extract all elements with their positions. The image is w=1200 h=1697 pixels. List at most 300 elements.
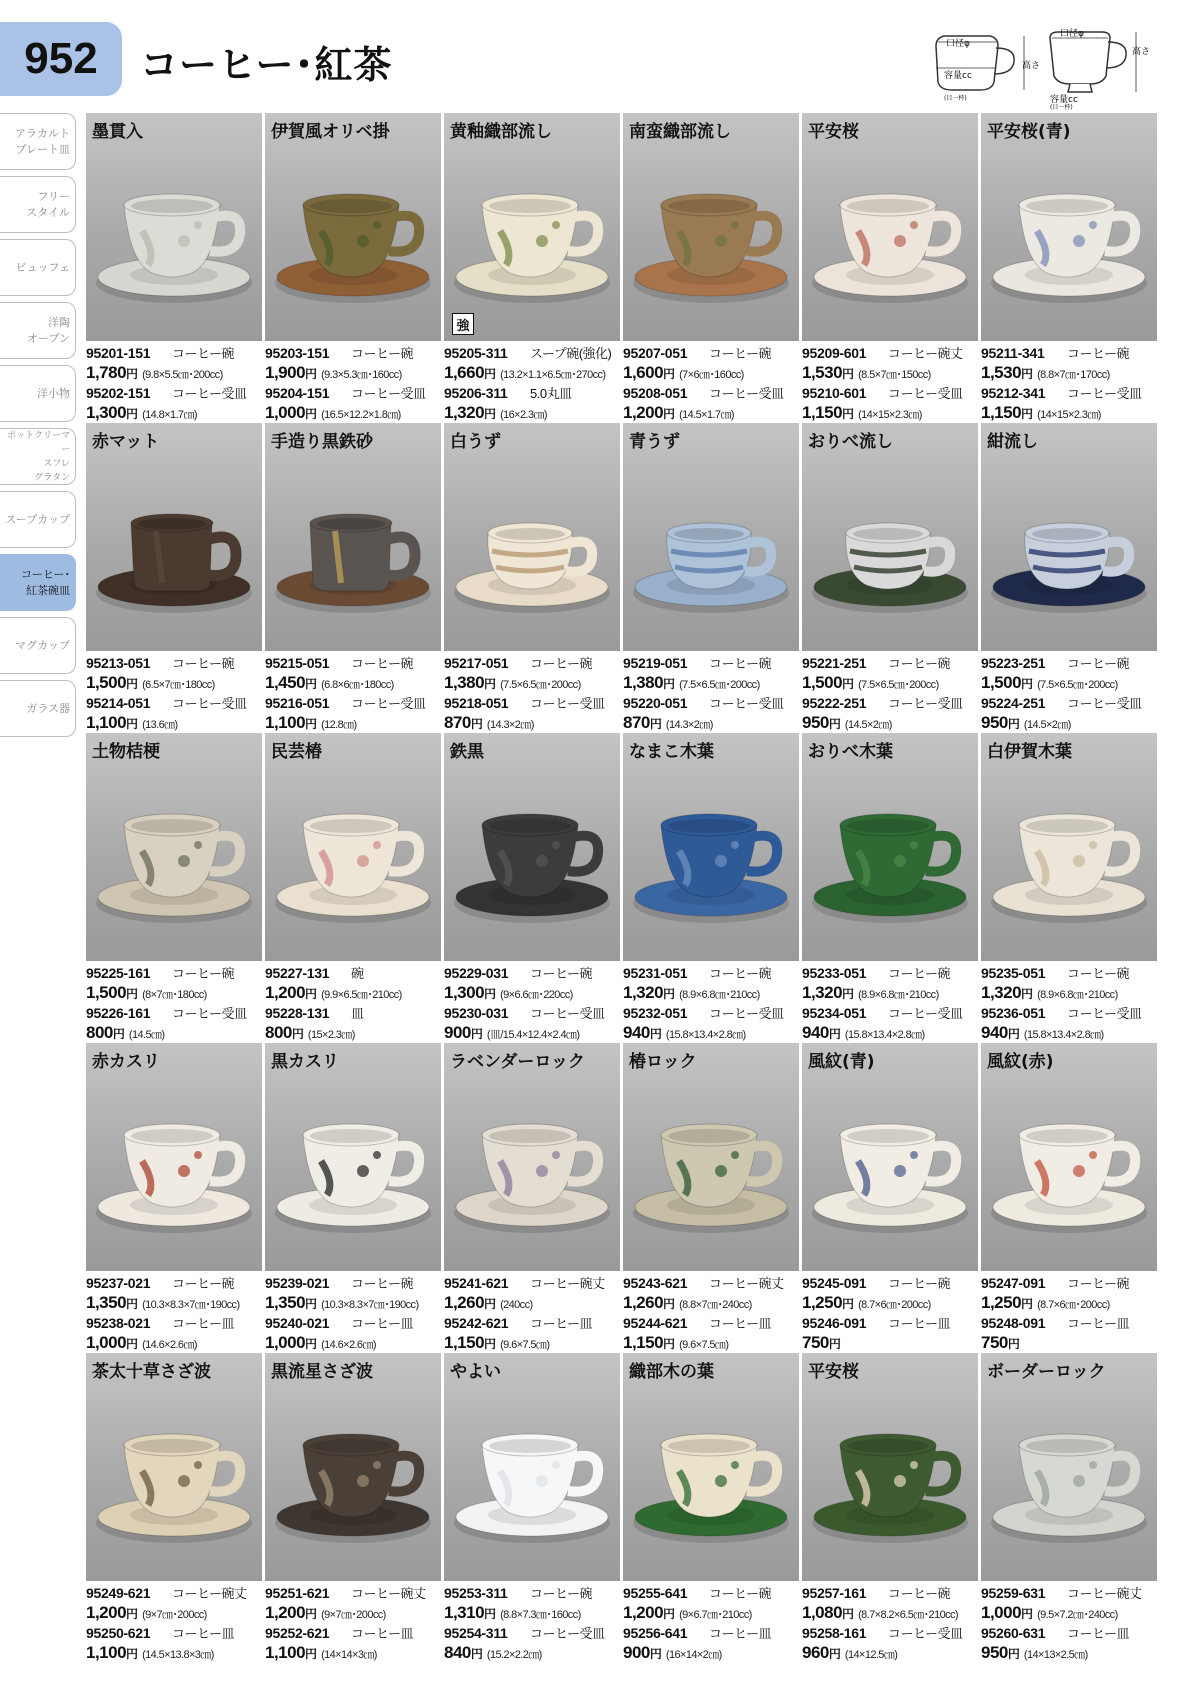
product-info (444, 343, 620, 423)
nav-tab[interactable]: 洋小物 (0, 365, 76, 422)
yen-unit: 円 (126, 1607, 139, 1621)
product-info (86, 343, 262, 423)
product-photo (802, 733, 978, 961)
product-size: (8.8×7㎝･170cc) (1037, 369, 1110, 381)
product-price: 940 (802, 1023, 829, 1042)
product-size: (15.2×2.2㎝) (486, 1649, 542, 1661)
product-size: (14.5×2㎝) (844, 719, 892, 731)
product-card (802, 733, 978, 1043)
product-price: 940 (623, 1023, 650, 1042)
product-size: (8×7㎝･180cc) (142, 989, 207, 1001)
yen-unit: 円 (126, 1647, 139, 1661)
product-card (86, 733, 262, 1043)
product-code: 95238-021 (86, 1315, 151, 1331)
product-name: 椿ロック (629, 1052, 697, 1072)
product-size: (7.5×6.5㎝･200cc) (500, 679, 581, 691)
yen-unit: 円 (484, 407, 497, 421)
product-desc: コーヒー受皿 (709, 386, 784, 401)
product-price: 1,310 (444, 1603, 485, 1622)
product-price: 940 (981, 1023, 1008, 1042)
product-desc: コーヒー碗丈 (172, 1586, 247, 1601)
product-row (86, 1043, 1155, 1353)
nav-tab[interactable]: ビュッフェ (0, 239, 76, 296)
product-size: (8.9×6.8㎝･210cc) (858, 989, 939, 1001)
product-code: 95258-161 (802, 1625, 867, 1641)
product-info (802, 653, 978, 733)
product-size: (14.3×2㎝) (486, 719, 534, 731)
product-size: (9.6×7.5㎝) (500, 1339, 550, 1351)
product-price: 960 (802, 1643, 829, 1662)
yen-unit: 円 (663, 407, 676, 421)
product-desc: コーヒー碗 (709, 966, 771, 981)
product-desc: コーヒー受皿 (888, 386, 963, 401)
product-card (444, 423, 620, 733)
product-price: 1,500 (802, 673, 843, 692)
product-photo (981, 423, 1157, 651)
yen-unit: 円 (828, 1337, 841, 1351)
nav-tab[interactable]: ポットクリーマー スフレ グラタン (0, 428, 76, 485)
product-photo (86, 113, 262, 341)
product-desc: コーヒー碗 (172, 656, 234, 671)
product-photo (444, 1353, 620, 1581)
product-desc: コーヒー碗 (172, 966, 234, 981)
product-card (86, 1043, 262, 1353)
product-size: (6.5×7㎝･180cc) (142, 679, 215, 691)
nav-tab[interactable]: マグカップ (0, 617, 76, 674)
product-size: (14×12.5㎝) (844, 1649, 898, 1661)
product-desc: コーヒー受皿 (172, 386, 247, 401)
product-photo (86, 1353, 262, 1581)
product-size: (8.7×6㎝･200cc) (1037, 1299, 1110, 1311)
product-price: 1,200 (623, 1603, 664, 1622)
product-name: ボーダーロック (987, 1362, 1106, 1382)
product-price: 1,150 (444, 1333, 485, 1352)
product-name: 平安桜(青) (987, 122, 1071, 142)
product-price: 1,380 (623, 673, 664, 692)
product-info (802, 343, 978, 423)
yen-unit: 円 (1021, 987, 1034, 1001)
product-photo (265, 113, 441, 341)
yen-unit: 円 (484, 987, 497, 1001)
product-desc: コーヒー碗 (888, 1276, 950, 1291)
product-code: 95255-641 (623, 1585, 688, 1601)
product-name: 青うず (629, 432, 680, 452)
product-code: 95237-021 (86, 1275, 151, 1291)
product-photo (981, 1043, 1157, 1271)
product-code: 95224-251 (981, 695, 1046, 711)
product-info (86, 963, 262, 1043)
product-price: 1,380 (444, 673, 485, 692)
product-size: (14.3×2㎝) (665, 719, 713, 731)
page-number: 952 (0, 22, 122, 96)
product-code: 95229-031 (444, 965, 509, 981)
product-desc: コーヒー碗 (530, 966, 592, 981)
product-desc: コーヒー碗 (888, 1586, 950, 1601)
product-desc: コーヒー受皿 (530, 1006, 605, 1021)
product-size: (9×7㎝･200cc) (321, 1609, 386, 1621)
product-size: (皿/15.4×12.4×2.4㎝) (486, 1029, 580, 1041)
product-size: (14.6×2.6㎝) (142, 1339, 197, 1351)
product-info (981, 1583, 1157, 1663)
product-name: 風紋(青) (808, 1052, 875, 1072)
product-info (265, 343, 441, 423)
product-card (86, 423, 262, 733)
product-code: 95241-621 (444, 1275, 509, 1291)
yen-unit: 円 (663, 677, 676, 691)
yen-unit: 円 (1021, 1297, 1034, 1311)
yen-unit: 円 (1007, 1337, 1020, 1351)
cup-measurement-diagram (930, 24, 1040, 110)
product-photo (802, 113, 978, 341)
yen-unit: 円 (126, 677, 139, 691)
product-name: 南蛮織部流し (629, 122, 731, 142)
product-price: 1,260 (623, 1293, 664, 1312)
product-desc: コーヒー碗 (709, 346, 771, 361)
nav-tab[interactable]: フリー スタイル (0, 176, 76, 233)
product-name: 伊賀風オリベ掛 (271, 122, 390, 142)
product-photo (623, 113, 799, 341)
product-code: 95231-051 (623, 965, 688, 981)
product-desc: スープ碗(強化) (530, 346, 612, 361)
product-name: 墨貫入 (92, 122, 143, 142)
product-price: 1,320 (444, 403, 485, 422)
product-desc: コーヒー碗丈 (1067, 1586, 1142, 1601)
product-photo (444, 113, 620, 341)
product-code: 95209-601 (802, 345, 867, 361)
product-price: 1,150 (623, 1333, 664, 1352)
product-code: 95222-251 (802, 695, 867, 711)
product-name: 平安桜 (808, 1362, 859, 1382)
product-desc: コーヒー碗 (530, 656, 592, 671)
product-desc: 5.0丸皿 (530, 386, 572, 401)
product-size: (8.8×7.3㎝･160cc) (500, 1609, 581, 1621)
product-info (981, 1273, 1157, 1353)
product-card (981, 733, 1157, 1043)
product-code: 95212-341 (981, 385, 1046, 401)
product-size: (8.5×7㎝･150cc) (858, 369, 931, 381)
product-name: 白伊賀木葉 (987, 742, 1072, 762)
product-code: 95217-051 (444, 655, 509, 671)
product-size: (14.8×1.7㎝) (142, 409, 197, 421)
product-desc: コーヒー受皿 (530, 696, 605, 711)
product-photo (86, 423, 262, 651)
product-size: (10.3×8.3×7㎝･190cc) (142, 1299, 240, 1311)
yen-unit: 円 (1021, 367, 1034, 381)
product-code: 95204-151 (265, 385, 330, 401)
product-photo (802, 423, 978, 651)
product-code: 95246-091 (802, 1315, 867, 1331)
product-name: なまこ木葉 (629, 742, 714, 762)
product-photo (265, 423, 441, 651)
product-price: 1,530 (802, 363, 843, 382)
product-name: 黄釉織部流し (450, 122, 552, 142)
product-card (444, 1353, 620, 1663)
product-info (623, 1583, 799, 1663)
product-photo (444, 1043, 620, 1271)
product-size: (6.8×6㎝･180cc) (321, 679, 394, 691)
product-price: 1,600 (623, 363, 664, 382)
yen-unit: 円 (1021, 1607, 1034, 1621)
yen-unit: 円 (305, 367, 318, 381)
product-code: 95236-051 (981, 1005, 1046, 1021)
product-name: 織部木の葉 (629, 1362, 714, 1382)
product-price: 950 (981, 713, 1008, 732)
yen-unit: 円 (470, 1647, 483, 1661)
product-price: 1,500 (86, 983, 127, 1002)
product-size: (8.7×6㎝･200cc) (858, 1299, 931, 1311)
product-size: (9.5×7.2㎝･240cc) (1037, 1609, 1118, 1621)
product-price: 1,900 (265, 363, 306, 382)
product-price: 1,500 (86, 673, 127, 692)
product-card (444, 1043, 620, 1353)
yen-unit: 円 (842, 367, 855, 381)
product-desc: コーヒー碗 (351, 656, 413, 671)
product-price: 1,200 (86, 1603, 127, 1622)
volume-label-left: 容量cc (944, 71, 972, 81)
product-card (802, 1353, 978, 1663)
product-name: 紺流し (987, 432, 1038, 452)
product-price: 1,200 (265, 1603, 306, 1622)
product-desc: コーヒー皿 (172, 1316, 234, 1331)
product-price: 1,080 (802, 1603, 843, 1622)
nav-tab[interactable]: 洋陶 オーブン (0, 302, 76, 359)
yen-unit: 円 (842, 1607, 855, 1621)
product-card (981, 1353, 1157, 1663)
product-desc: コーヒー碗 (1067, 1276, 1129, 1291)
product-size: (9.8×5.5㎝･200cc) (142, 369, 223, 381)
product-info (623, 963, 799, 1043)
product-size: (15×2.3㎝) (307, 1029, 355, 1041)
product-desc: コーヒー碗 (888, 966, 950, 981)
product-name: 風紋(赤) (987, 1052, 1054, 1072)
product-info (86, 653, 262, 733)
product-price: 1,000 (265, 1333, 306, 1352)
product-size: (15.8×13.4×2.8㎝) (665, 1029, 746, 1041)
product-photo (86, 1043, 262, 1271)
height-label-left: 高さ (1022, 61, 1040, 71)
mouth-label-left: 口径φ (946, 39, 970, 49)
yen-unit: 円 (842, 407, 855, 421)
product-photo (623, 1043, 799, 1271)
product-info (623, 343, 799, 423)
product-price: 950 (802, 713, 829, 732)
yen-unit: 円 (1007, 1027, 1020, 1041)
product-photo (444, 423, 620, 651)
product-price: 1,260 (444, 1293, 485, 1312)
product-info (265, 1583, 441, 1663)
product-size: (9×7㎝･200cc) (142, 1609, 207, 1621)
product-desc: コーヒー皿 (709, 1316, 771, 1331)
product-code: 95219-051 (623, 655, 688, 671)
product-code: 95257-161 (802, 1585, 867, 1601)
yen-unit: 円 (842, 987, 855, 1001)
product-code: 95226-161 (86, 1005, 151, 1021)
product-size: (7.5×6.5㎝･200cc) (679, 679, 760, 691)
product-desc: コーヒー碗 (172, 1276, 234, 1291)
product-size: (16×2.3㎝) (500, 409, 547, 421)
product-grid (86, 113, 1155, 1663)
product-info (802, 963, 978, 1043)
product-size: (8.9×6.8㎝･210cc) (1037, 989, 1118, 1001)
product-name: 茶太十草さざ波 (92, 1362, 211, 1382)
category-side-nav (0, 113, 76, 743)
yen-unit: 円 (305, 1337, 318, 1351)
product-name: 手造り黒鉄砂 (271, 432, 373, 452)
product-desc: コーヒー受皿 (351, 386, 426, 401)
product-name: 黒流星さざ波 (271, 1362, 373, 1382)
product-photo (265, 733, 441, 961)
product-code: 95233-051 (802, 965, 867, 981)
product-desc: コーヒー皿 (888, 1316, 950, 1331)
product-code: 95225-161 (86, 965, 151, 981)
product-desc: コーヒー碗 (888, 656, 950, 671)
nav-tab[interactable]: コーヒー･ 紅茶碗皿 (0, 554, 76, 611)
product-code: 95216-051 (265, 695, 330, 711)
product-name: やよい (450, 1362, 501, 1382)
product-card (623, 113, 799, 423)
product-code: 95247-091 (981, 1275, 1046, 1291)
product-price: 1,320 (981, 983, 1022, 1002)
product-code: 95249-621 (86, 1585, 151, 1601)
product-price: 1,100 (265, 1643, 306, 1662)
product-size: (14×14×3㎝) (321, 1649, 377, 1661)
product-desc: コーヒー受皿 (172, 696, 247, 711)
product-desc: コーヒー碗 (530, 1586, 592, 1601)
product-code: 95221-251 (802, 655, 867, 671)
yen-unit: 円 (649, 1027, 662, 1041)
product-desc: コーヒー碗 (1067, 656, 1129, 671)
product-desc: コーヒー皿 (1067, 1626, 1129, 1641)
product-desc: コーヒー碗丈 (888, 346, 963, 361)
yen-unit: 円 (663, 367, 676, 381)
product-code: 95218-051 (444, 695, 509, 711)
nav-tab[interactable]: スープカップ (0, 491, 76, 548)
cup-with-foot-measurement-diagram (1042, 24, 1152, 114)
product-price: 1,250 (981, 1293, 1022, 1312)
product-row (86, 733, 1155, 1043)
product-code: 95201-151 (86, 345, 151, 361)
yen-unit: 円 (1021, 677, 1034, 691)
product-desc: コーヒー受皿 (351, 696, 426, 711)
product-card (623, 1353, 799, 1663)
product-price: 1,300 (86, 403, 127, 422)
mouth-label-right: 口径φ (1060, 29, 1084, 39)
product-name: ラベンダーロック (450, 1052, 585, 1072)
product-code: 95227-131 (265, 965, 330, 981)
product-code: 95244-621 (623, 1315, 688, 1331)
yen-unit: 円 (663, 987, 676, 1001)
product-card (623, 733, 799, 1043)
product-desc: コーヒー碗 (709, 1586, 771, 1601)
product-photo (265, 1353, 441, 1581)
yen-unit: 円 (828, 717, 841, 731)
product-price: 1,000 (265, 403, 306, 422)
product-price: 1,000 (981, 1603, 1022, 1622)
product-info (86, 1273, 262, 1353)
product-code: 95206-311 (444, 385, 508, 401)
product-row (86, 1353, 1155, 1663)
yen-unit: 円 (649, 1647, 662, 1661)
yen-unit: 円 (126, 407, 139, 421)
product-desc: コーヒー受皿 (709, 1006, 784, 1021)
product-desc: コーヒー碗 (1067, 966, 1129, 981)
product-info (802, 1583, 978, 1663)
volume-note-left: (目一杯) (944, 95, 967, 102)
product-name: 平安桜 (808, 122, 859, 142)
product-photo (444, 733, 620, 961)
product-desc: コーヒー受皿 (1067, 386, 1142, 401)
product-size: (15.8×13.4×2.8㎝) (844, 1029, 925, 1041)
yen-unit: 円 (1007, 1647, 1020, 1661)
product-code: 95220-051 (623, 695, 688, 711)
product-desc: コーヒー皿 (172, 1626, 234, 1641)
yen-unit: 円 (663, 1337, 676, 1351)
product-desc: コーヒー碗丈 (530, 1276, 605, 1291)
product-code: 95228-131 (265, 1005, 330, 1021)
product-code: 95256-641 (623, 1625, 688, 1641)
product-card (623, 1043, 799, 1353)
yen-unit: 円 (828, 1027, 841, 1041)
product-code: 95202-151 (86, 385, 151, 401)
product-card (86, 113, 262, 423)
product-info (265, 653, 441, 733)
product-photo (265, 1043, 441, 1271)
product-photo (802, 1353, 978, 1581)
product-desc: コーヒー皿 (351, 1626, 413, 1641)
yen-unit: 円 (484, 1297, 497, 1311)
product-desc: コーヒー皿 (530, 1316, 592, 1331)
product-info (444, 1583, 620, 1663)
product-name: 白うず (450, 432, 501, 452)
product-name: 黒カスリ (271, 1052, 339, 1072)
product-size: (14.5㎝) (128, 1029, 165, 1041)
nav-tab[interactable]: アラカルト プレート皿 (0, 113, 76, 170)
height-label-right: 高さ (1132, 47, 1151, 57)
product-price: 870 (444, 713, 471, 732)
product-code: 95214-051 (86, 695, 151, 711)
product-name: 土物桔梗 (92, 742, 160, 762)
product-desc: コーヒー碗丈 (351, 1586, 426, 1601)
product-price: 900 (444, 1023, 471, 1042)
product-info (981, 653, 1157, 733)
product-price: 1,350 (86, 1293, 127, 1312)
product-size: (16×14×2㎝) (665, 1649, 722, 1661)
yen-unit: 円 (663, 1607, 676, 1621)
product-card (444, 113, 620, 423)
yen-unit: 円 (828, 1647, 841, 1661)
yen-unit: 円 (663, 1297, 676, 1311)
product-card (802, 113, 978, 423)
product-size: (9.3×5.3㎝･160cc) (321, 369, 402, 381)
product-photo (623, 1353, 799, 1581)
product-desc: 皿 (351, 1006, 364, 1021)
product-size: (9.9×6.5㎝･210cc) (321, 989, 402, 1001)
product-info (265, 1273, 441, 1353)
product-row (86, 423, 1155, 733)
product-card (265, 733, 441, 1043)
yen-unit: 円 (1007, 717, 1020, 731)
yen-unit: 円 (484, 677, 497, 691)
product-info (623, 653, 799, 733)
product-info (444, 963, 620, 1043)
product-desc: コーヒー受皿 (1067, 696, 1142, 711)
product-size: (15.8×13.4×2.8㎝) (1023, 1029, 1104, 1041)
product-card (444, 733, 620, 1043)
product-card (86, 1353, 262, 1663)
nav-tab[interactable]: ガラス器 (0, 680, 76, 737)
yen-unit: 円 (126, 1297, 139, 1311)
product-photo (981, 733, 1157, 961)
